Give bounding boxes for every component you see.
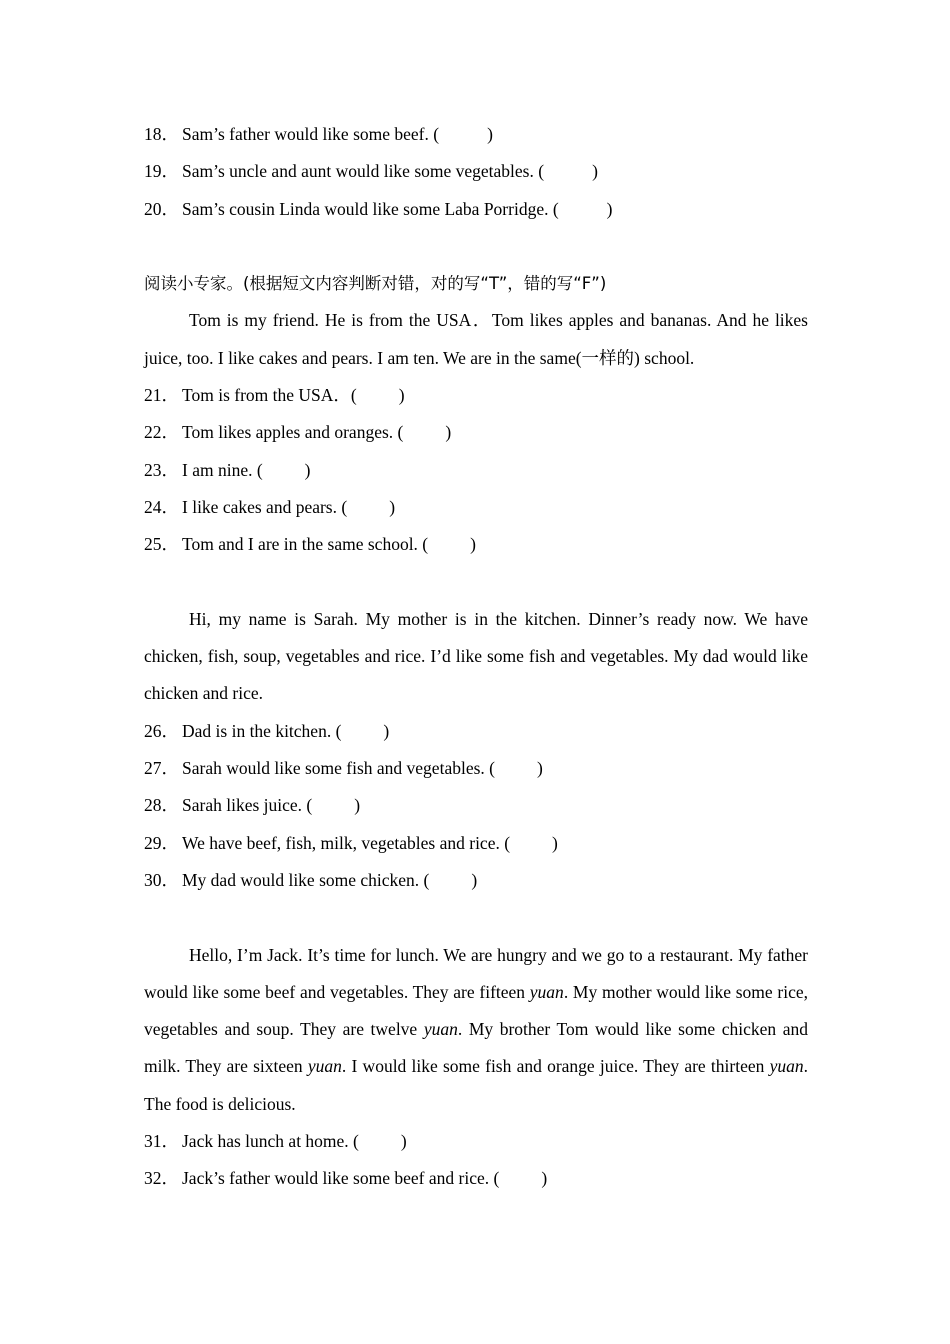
question-28: 28． Sarah likes juice. ( ) — [144, 795, 361, 816]
passage-sarah: Hi, my name is Sarah. My mother is in the kitchen. Dinner’s ready now. We have chicken, fish, soup, vegetables and rice. I’d like some fish and vegetables. My dad would like chicken and rice. — [144, 608, 808, 704]
question-20: 20． Sam’s cousin Linda would like some Laba Porridge. ( ) — [144, 198, 613, 219]
question-19: 19． Sam’s uncle and aunt would like some vegetables. ( ) — [144, 161, 598, 182]
question-25: 25． Tom and I are in the same school. ( ) — [144, 534, 476, 555]
section-heading: 阅读小专家。(根据短文内容判断对错，对的写“T”，错的写“F”) — [144, 274, 607, 294]
question-30: 30． My dad would like some chicken. ( ) — [144, 869, 478, 890]
worksheet-page — [144, 116, 808, 1198]
passage-tom: Tom is my friend. He is from the USA．Tom likes apples and bananas. And he likes juice, too. I like cakes and pears. I am ten. We are in the same(一样的) school. — [144, 310, 808, 368]
question-18: 18． Sam’s father would like some beef. ( ) — [144, 124, 493, 144]
question-27: 27． Sarah would like some fish and vegetables. ( ) — [144, 758, 543, 779]
question-21: 21． Tom is from the USA．( ) — [144, 385, 405, 406]
question-22: 22． Tom likes apples and oranges. ( ) — [144, 422, 452, 443]
question-29: 29． We have beef, fish, milk, vegetables and rice. ( ) — [144, 832, 558, 853]
question-23: 23． I am nine. ( ) — [144, 459, 311, 480]
question-32: 32． Jack’s father would like some beef and rice. ( ) — [144, 1168, 548, 1189]
passage-jack: Hello, I’m Jack. It’s time for lunch. We are hungry and we go to a restaurant. My father would like some beef and vegetables. They are fifteen yuan. My mother would like some rice, vegetables and soup. They are twelve yuan. My brother Tom would like some chicken and milk. They are sixteen yuan. I would like some fish and orange juice. They are thirteen yuan. The food is delicious. — [144, 944, 808, 1114]
question-31: 31． Jack has lunch at home. ( ) — [144, 1131, 407, 1152]
question-26: 26． Dad is in the kitchen. ( ) — [144, 720, 390, 741]
question-24: 24． I like cakes and pears. ( ) — [144, 496, 396, 517]
